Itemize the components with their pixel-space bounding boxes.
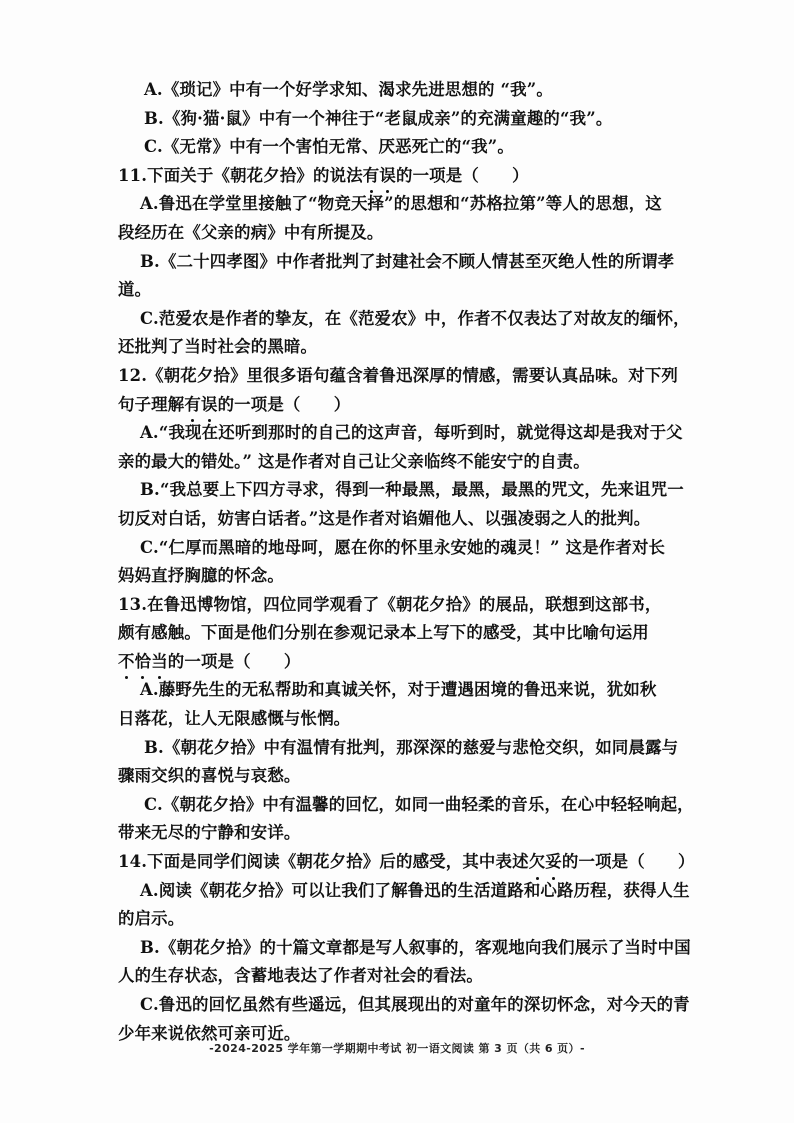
question-text: 14.下面是同学们阅读《朝花夕拾》后的感受，其中表述 [118, 852, 529, 872]
continuation-line: 的启示。 [118, 909, 185, 929]
question-text: 颇有感触。下面是他们分别在参观记录本上写下的感受，其中比喻句运用 [118, 623, 649, 643]
question-line [118, 391, 693, 420]
option-line: C.范爱农是作者的挚友，在《范爱农》中，作者不仅表达了对故友的缅怀， [140, 308, 690, 328]
option-line: B.《朝花夕拾》中有温情有批判，那深深的慈爱与悲怆交织，如同晨露与 [144, 737, 679, 757]
question-text: 句子理解 [118, 394, 185, 414]
question-text: 的一项是（ ） [395, 165, 529, 185]
emphasis-text: 有误 [184, 395, 217, 414]
question-text: 的一项是（ ） [167, 651, 301, 671]
question-line [118, 162, 693, 191]
question-line [118, 648, 693, 677]
continuation-line: 还批判了当时社会的黑暗。 [118, 337, 318, 357]
continuation-line: 骤雨交织的喜悦与哀愁。 [118, 766, 301, 786]
question-line [118, 619, 693, 648]
continuation-line: 道。 [118, 280, 152, 300]
question-content [118, 76, 693, 1048]
question-text: 的一项是（ ） [561, 852, 695, 872]
continuation-line: 带来无尽的宁静和安详。 [118, 823, 301, 843]
option-line: B.《二十四孝图》中作者批判了封建社会不顾人情甚至灭绝人性的所谓孝 [140, 251, 675, 271]
continuation-line: 亲的最大的错处。” 这是作者对自己让父亲临终不能安宁的自责。 [118, 451, 590, 471]
option-line: A.《琐记》中有一个好学求知、渴求先进思想的 “我”。 [144, 80, 553, 99]
continuation-line: 人的生存状态，含蓄地表达了作者对社会的看法。 [118, 966, 483, 986]
option-line: A.“我现在还听到那时的自己的这声音，每听到时，就觉得这却是我对于父 [140, 423, 683, 443]
question-text: 11.下面关于《朝花夕拾》的说法 [118, 165, 363, 185]
option-line: A.鲁迅在学堂里接触了“物竞天择”的思想和“苏格拉第”等人的思想，这 [140, 194, 662, 214]
question-text: 13.在鲁迅博物馆，四位同学观看了《朝花夕拾》的展品，联想到这部书， [118, 594, 662, 614]
question-line [118, 362, 693, 391]
continuation-line: 日落花，让人无限感慨与怅惘。 [118, 709, 351, 729]
continuation-line: 切反对白话，妨害白话者。”这是作者对谄媚他人、以强凌弱之人的批判。 [118, 508, 651, 528]
option-line: C.《朝花夕拾》中有温馨的回忆，如同一曲轻柔的音乐，在心中轻轻响起， [144, 794, 694, 814]
option-line: C.鲁迅的回忆虽然有些遥远，但其展现出的对童年的深切怀念，对今天的青 [140, 995, 690, 1014]
continuation-line: 妈妈直抒胸臆的怀念。 [118, 566, 284, 586]
option-line: C.《无常》中有一个害怕无常、厌恶死亡的“我”。 [144, 137, 514, 157]
option-line: A.藤野先生的无私帮助和真诚关怀，对于遭遇困境的鲁迅来说，犹如秋 [140, 680, 657, 700]
question-line [118, 591, 693, 620]
option-line: A.阅读《朝花夕拾》可以让我们了解鲁迅的生活道路和心路历程，获得人生 [140, 880, 690, 900]
question-text: 的一项是（ ） [217, 394, 351, 414]
continuation-line: 段经历在《父亲的病》中有所提及。 [118, 222, 384, 242]
emphasis-text: 欠妥 [529, 852, 562, 871]
question-text: 12.《朝花夕拾》里很多语句蕴含着鲁迅深厚的情感，需要认真品味。对下列 [118, 365, 679, 385]
continuation-line: 少年来说依然可亲可近。 [118, 1023, 301, 1043]
option-line: C.“仁厚而黑暗的地母呵，愿在你的怀里永安她的魂灵！” 这是作者对长 [140, 537, 666, 557]
emphasis-text: 有误 [363, 166, 396, 185]
option-line: B.“我总要上下四方寻求，得到一种最黑，最黑，最黑的咒文，先来诅咒一 [140, 480, 684, 500]
option-line: B.《狗·猫·鼠》中有一个神往于“老鼠成亲”的充满童趣的“我”。 [144, 108, 613, 128]
question-line [118, 848, 693, 877]
page-footer: -2024-2025 学年第一学期期中考试 初一语文阅读 第 3 页（共 6 页）- [209, 1042, 585, 1055]
emphasis-text: 不恰当 [118, 652, 168, 671]
option-line: B.《朝花夕拾》的十篇文章都是写人叙事的，客观地向我们展示了当时中国 [140, 937, 691, 957]
